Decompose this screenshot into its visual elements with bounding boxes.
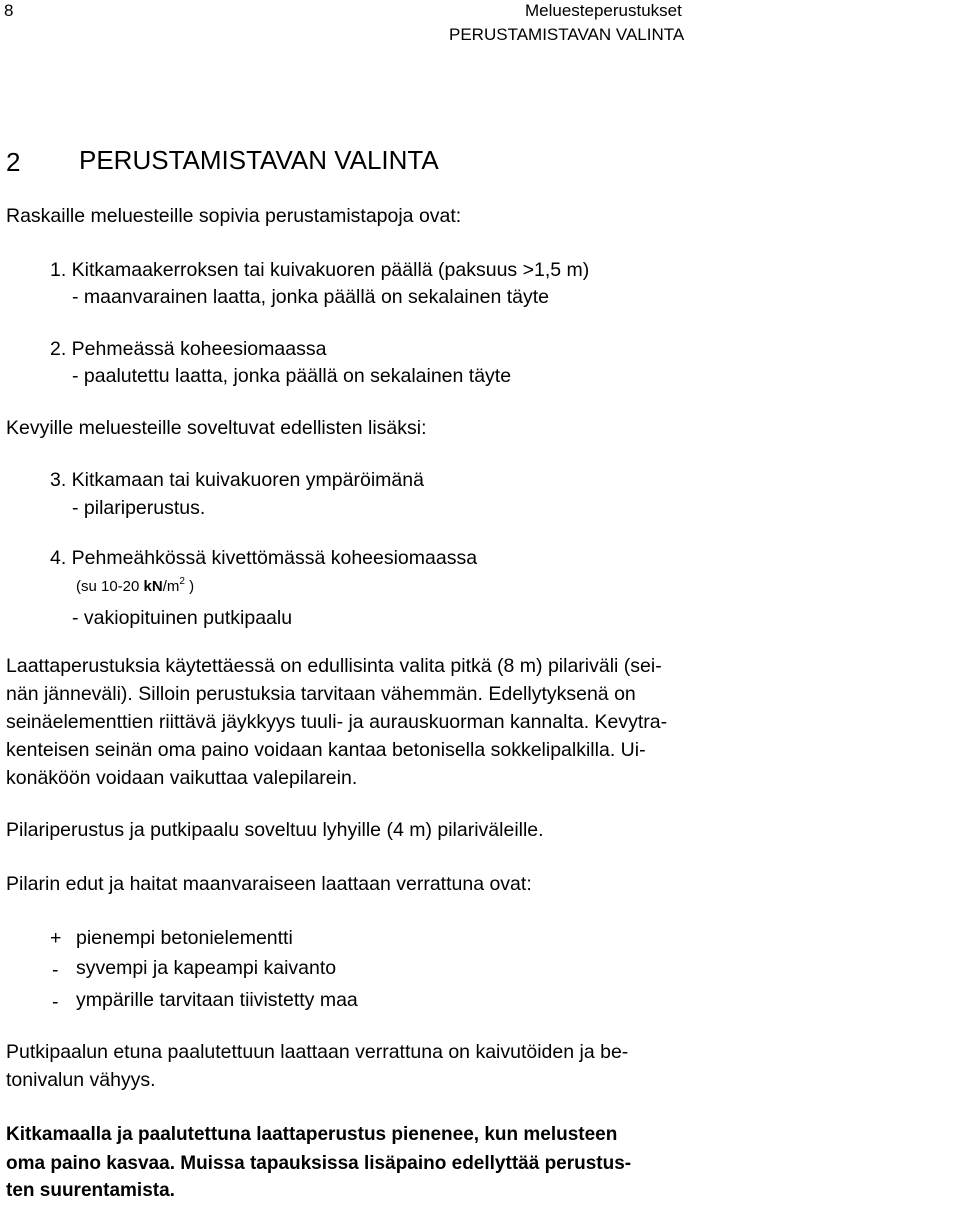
paragraph-slab-line-5: konäköön voidaan vaikuttaa valepilarein. bbox=[6, 767, 358, 789]
list-item-2-title: 2. Pehmeässä koheesiomaassa bbox=[50, 338, 327, 360]
list-item-2-detail: - paalutettu laatta, jonka päällä on sekalainen täyte bbox=[72, 365, 512, 387]
pros-cons-sign-1: + bbox=[50, 927, 62, 949]
pros-cons-sign-3: - bbox=[52, 991, 59, 1013]
running-title: Meluesteperustukset bbox=[525, 1, 682, 20]
list-item-1-detail: - maanvarainen laatta, jonka päällä on sekalainen täyte bbox=[72, 286, 549, 308]
pros-cons-sign-2: - bbox=[52, 959, 59, 981]
paragraph-short: Pilariperustus ja putkipaalu soveltuu lyhyille (4 m) pilariväleille. bbox=[6, 819, 544, 841]
pros-cons-intro: Pilarin edut ja haitat maanvaraiseen laattaan verrattuna ovat: bbox=[6, 873, 532, 895]
bold-conclusion-line-3: ten suurentamista. bbox=[6, 1180, 175, 1201]
paragraph-pile-line-2: tonivalun vähyys. bbox=[6, 1069, 156, 1091]
paragraph-slab-line-1: Laattaperustuksia käytettäessä on edullisinta valita pitkä (8 m) pilariväli (sei- bbox=[6, 655, 662, 677]
list-item-4-detail: - vakiopituinen putkipaalu bbox=[72, 607, 293, 629]
pros-cons-text-1: pienempi betonielementti bbox=[76, 927, 293, 949]
section-title: PERUSTAMISTAVAN VALINTA bbox=[79, 145, 439, 175]
page-number: 8 bbox=[4, 1, 14, 20]
intro-heavy: Raskaille meluesteille sopivia perustamistapoja ovat: bbox=[6, 205, 462, 227]
list-item-3-title: 3. Kitkamaan tai kuivakuoren ympäröimänä bbox=[50, 469, 424, 491]
pros-cons-text-3: ympärille tarvitaan tiivistetty maa bbox=[76, 989, 358, 1011]
list-item-1-title: 1. Kitkamaakerroksen tai kuivakuoren päällä (paksuus >1,5 m) bbox=[50, 259, 590, 281]
pros-cons-text-2: syvempi ja kapeampi kaivanto bbox=[76, 957, 337, 979]
list-item-4-title: 4. Pehmeähkössä kivettömässä koheesiomaassa bbox=[50, 547, 478, 569]
running-section-title: PERUSTAMISTAVAN VALINTA bbox=[449, 25, 685, 44]
section-number: 2 bbox=[6, 147, 21, 177]
paragraph-slab-line-3: seinäelementtien riittävä jäykkyys tuuli- ja aurauskuorman kannalta. Kevytra- bbox=[6, 711, 668, 733]
paragraph-pile-line-1: Putkipaalun etuna paalutettuun laattaan verrattuna on kaivutöiden ja be- bbox=[6, 1041, 629, 1063]
intro-light: Kevyille meluesteille soveltuvat edellisten lisäksi: bbox=[6, 417, 427, 439]
list-item-3-detail: - pilariperustus. bbox=[72, 497, 206, 519]
paragraph-slab-line-2: nän jänneväli). Silloin perustuksia tarvitaan vähemmän. Edellytyksenä on bbox=[6, 683, 636, 705]
shear-strength-note: (su 10-20 $kN/m^2$ ) bbox=[76, 576, 195, 595]
paragraph-slab-line-4: kenteisen seinän oma paino voidaan kantaa betonisella sokkelipalkilla. Ui- bbox=[6, 739, 646, 761]
bold-conclusion-line-2: oma paino kasvaa. Muissa tapauksissa lisäpaino edellyttää perustus- bbox=[6, 1153, 632, 1174]
bold-conclusion-line-1: Kitkamaalla ja paalutettuna laattaperustus pienenee, kun melusteen bbox=[6, 1124, 618, 1145]
